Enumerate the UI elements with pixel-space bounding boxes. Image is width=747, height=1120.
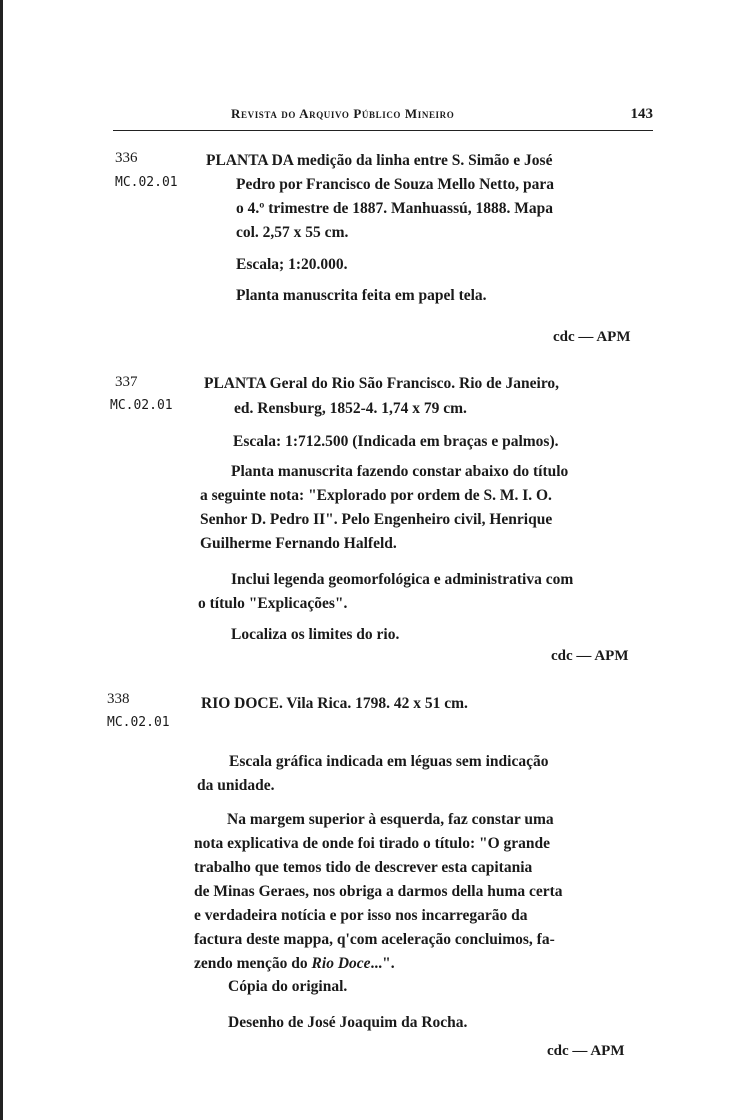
entry-title [201, 692, 468, 716]
entry-number: 337 [115, 374, 138, 390]
text-fragment: zendo menção do [194, 955, 312, 972]
text-line: da unidade. [197, 777, 275, 794]
title-line: o 4.º trimestre de 1887. Manhuassú, 1888. Mapa [236, 200, 553, 217]
italic-river-name: Rio Doce [311, 955, 371, 972]
page-number: 143 [630, 106, 653, 122]
description-text: Planta manuscrita feita em papel tela. [236, 287, 487, 304]
entry-number: 336 [115, 150, 138, 166]
text-line: Escala gráfica indicada em léguas sem indicação [229, 753, 549, 770]
signature: cdc — APM [547, 1043, 625, 1059]
text-line: trabalho que temos tido de descrever esta capitania [194, 859, 533, 876]
entry-title [206, 149, 650, 173]
signature: cdc — APM [551, 648, 629, 664]
drawing-text: Desenho de José Joaquim da Rocha. [228, 1014, 468, 1031]
header-rule [113, 130, 653, 131]
signature: cdc — APM [553, 329, 631, 345]
text-line: a seguinte nota: "Explorado por ordem de S. M. I. O. [200, 487, 552, 504]
running-title: Revista do Arquivo Público Mineiro [231, 106, 455, 121]
title-line: PLANTA DA medição da linha entre S. Simão e José [206, 152, 553, 169]
text-line: Inclui legenda geomorfológica e administrativa com [231, 571, 574, 588]
text-fragment: ...". [370, 955, 395, 972]
text-line: Guilherme Fernando Halfeld. [200, 535, 397, 552]
text-line [194, 952, 563, 976]
text-line: e verdadeira notícia e por isso nos incarregarão da [194, 907, 528, 924]
entry-number: 338 [107, 691, 130, 707]
text-line: Na margem superior à esquerda, faz constar uma [227, 811, 554, 828]
text-line: nota explicativa de onde foi tirado o título: "O grande [194, 835, 551, 852]
scale-text: Escala: 1:712.500 (Indicada em braças e palmos). [233, 433, 559, 450]
title-line: ed. Rensburg, 1852-4. 1,74 x 79 cm. [234, 400, 467, 417]
scale-text: Escala; 1:20.000. [236, 256, 348, 273]
scale-text [197, 750, 548, 798]
page-edge [0, 0, 3, 1120]
legend-text [198, 568, 573, 616]
title-line: PLANTA Geral do Rio São Francisco. Rio de Janeiro, [204, 375, 560, 392]
entry-title-continued [236, 173, 650, 245]
title-line: RIO DOCE. Vila Rica. 1798. 42 x 51 cm. [201, 695, 468, 712]
title-line: Pedro por Francisco de Souza Mello Netto, para [236, 176, 554, 193]
entry-code: MC.02.01 [110, 398, 173, 413]
location-text: Localiza os limites do rio. [231, 626, 400, 643]
entry-code: MC.02.01 [107, 715, 170, 730]
page-header [113, 106, 653, 128]
description-text [200, 460, 568, 556]
copy-text: Cópia do original. [228, 978, 348, 995]
entry-title [204, 372, 559, 396]
note-text [194, 808, 563, 976]
text-line: Planta manuscrita fazendo constar abaixo do título [231, 463, 569, 480]
text-line: de Minas Geraes, nos obriga a darmos della huma certa [194, 883, 563, 900]
entry-code: MC.02.01 [115, 175, 178, 190]
text-line: Senhor D. Pedro II". Pelo Engenheiro civil, Henrique [200, 511, 553, 528]
text-line: factura deste mappa, q'com aceleração concluimos, fa- [194, 931, 555, 948]
text-line: o título "Explicações". [198, 595, 348, 612]
entry-title-continued [234, 397, 467, 421]
title-line: col. 2,57 x 55 cm. [236, 224, 349, 241]
